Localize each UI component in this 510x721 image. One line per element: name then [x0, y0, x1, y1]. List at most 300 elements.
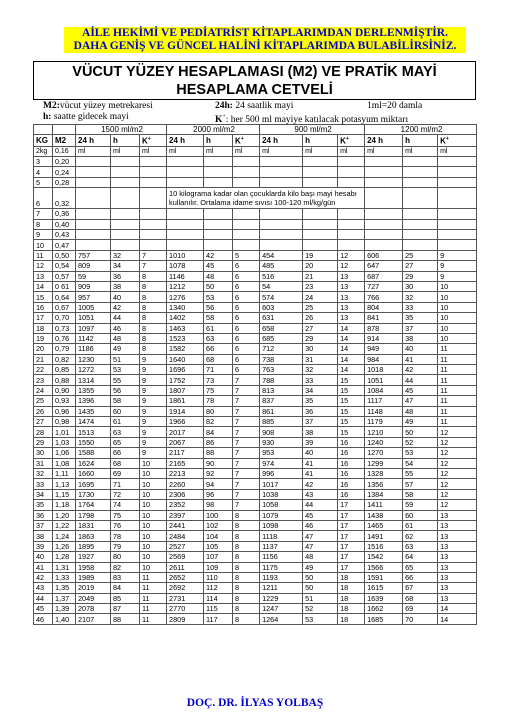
- table-cell: [111, 188, 140, 209]
- table-cell: 6: [233, 354, 260, 364]
- table-cell: 603: [260, 302, 303, 312]
- table-row: [34, 572, 477, 582]
- table-cell: 1863: [76, 531, 111, 541]
- table-cell: 953: [260, 448, 303, 458]
- table-cell: 31: [303, 354, 338, 364]
- table-row: [34, 188, 477, 209]
- table-row: [34, 313, 477, 323]
- table-cell: 2117: [167, 448, 204, 458]
- table-cell: 60: [403, 510, 438, 520]
- table-cell: 112: [204, 583, 233, 593]
- table-cell: 1831: [76, 520, 111, 530]
- table-cell: 10: [438, 281, 477, 291]
- table-cell: 82: [111, 562, 140, 572]
- table-cell: 13: [438, 531, 477, 541]
- table-cell: 2213: [167, 468, 204, 478]
- table-cell: 6: [233, 313, 260, 323]
- table-cell: 1,24: [53, 531, 76, 541]
- group-header: 1500 ml/m2: [76, 125, 167, 135]
- table-cell: 1142: [76, 333, 111, 343]
- table-cell: 1,33: [53, 572, 76, 582]
- table-row: [34, 250, 477, 260]
- table-cell: 43: [303, 489, 338, 499]
- table-cell: 9: [438, 261, 477, 271]
- table-cell: [76, 209, 111, 219]
- table-cell: 68: [111, 458, 140, 468]
- table-cell: 996: [260, 468, 303, 478]
- table-cell: 0,96: [53, 406, 76, 416]
- table-cell: 110: [204, 572, 233, 582]
- table-cell: 45: [34, 604, 53, 614]
- table-cell: 107: [204, 552, 233, 562]
- table-cell: 7: [140, 261, 167, 271]
- table-cell: [140, 157, 167, 167]
- table-cell: 105: [204, 541, 233, 551]
- table-cell: 18: [338, 593, 365, 603]
- table-cell: 0,85: [53, 365, 76, 375]
- table-cell: [403, 240, 438, 250]
- table-cell: 885: [260, 417, 303, 427]
- table-cell: 0,32: [53, 188, 76, 209]
- table-cell: 1566: [365, 562, 403, 572]
- table-cell: 10: [438, 333, 477, 343]
- table-cell: 1914: [167, 406, 204, 416]
- table-cell: 14: [338, 333, 365, 343]
- table-cell: 14: [338, 354, 365, 364]
- table-cell: [140, 135, 167, 147]
- table-cell: 13: [438, 572, 477, 582]
- table-cell: 92: [204, 468, 233, 478]
- table-cell: 27: [303, 323, 338, 333]
- table-cell: 8: [233, 572, 260, 582]
- table-cell: [338, 209, 365, 219]
- table-cell: 13: [338, 292, 365, 302]
- table-cell: 115: [204, 604, 233, 614]
- table-cell: 2107: [76, 614, 111, 624]
- table-cell: 84: [111, 583, 140, 593]
- table-cell: 6: [233, 261, 260, 271]
- table-cell: 6: [233, 281, 260, 291]
- table-cell: 96: [204, 489, 233, 499]
- table-cell: 24: [303, 292, 338, 302]
- table-cell: 12: [438, 437, 477, 447]
- table-cell: [365, 157, 403, 167]
- table-cell: 631: [260, 313, 303, 323]
- table-cell: [338, 230, 365, 240]
- table-cell: 32: [303, 365, 338, 375]
- table-row: [34, 333, 477, 343]
- table-cell: 69: [111, 468, 140, 478]
- table-cell: 8: [140, 344, 167, 354]
- table-cell: [438, 135, 477, 147]
- table-cell: 14: [338, 344, 365, 354]
- table-cell: 788: [260, 375, 303, 385]
- table-cell: 54: [260, 281, 303, 291]
- table-cell: 1474: [76, 417, 111, 427]
- table-cell: 1989: [76, 572, 111, 582]
- table-cell: 0,50: [53, 250, 76, 260]
- table-cell: 94: [204, 479, 233, 489]
- table-cell: [233, 157, 260, 167]
- k-plus: +: [147, 136, 151, 142]
- table-cell: 1435: [76, 406, 111, 416]
- table-cell: 0,67: [53, 302, 76, 312]
- table-cell: 1314: [76, 375, 111, 385]
- table-row: [34, 552, 477, 562]
- table-cell: 2652: [167, 572, 204, 582]
- group-header: 900 ml/m2: [260, 125, 365, 135]
- table-cell: 11: [140, 604, 167, 614]
- banner-line-1: AİLE HEKİMİ VE PEDİATRİST KİTAPLARIMDAN DERLENMİŞTİR.: [82, 27, 448, 39]
- table-cell: 9: [140, 448, 167, 458]
- table-cell: 28: [34, 427, 53, 437]
- group-header: 2000 ml/m2: [167, 125, 260, 135]
- table-cell: 7: [233, 448, 260, 458]
- table-cell: 53: [303, 614, 338, 624]
- table-cell: 2527: [167, 541, 204, 551]
- abbreviation-legend: [33, 100, 476, 124]
- table-cell: [204, 219, 233, 229]
- table-cell: 38: [34, 531, 53, 541]
- table-cell: 13: [438, 510, 477, 520]
- table-cell: 17: [338, 510, 365, 520]
- table-cell: 13: [338, 302, 365, 312]
- table-cell: 30: [403, 281, 438, 291]
- table-cell: 1582: [167, 344, 204, 354]
- table-cell: 1523: [167, 333, 204, 343]
- table-cell: [204, 177, 233, 187]
- table-cell: 63: [204, 333, 233, 343]
- table-cell: 20: [34, 344, 53, 354]
- table-cell: [76, 177, 111, 187]
- table-cell: 2165: [167, 458, 204, 468]
- table-cell: 1685: [365, 614, 403, 624]
- table-cell: ml: [204, 146, 233, 156]
- table-cell: 12: [438, 448, 477, 458]
- table-row: [34, 448, 477, 458]
- table-cell: 6: [233, 302, 260, 312]
- table-cell: 37: [403, 323, 438, 333]
- table-cell: 2kg: [34, 146, 53, 156]
- table-cell: 727: [365, 281, 403, 291]
- table-row: [34, 375, 477, 385]
- note-cell: 10 kilograma kadar olan çocuklarda kilo başı mayi hesabı kullanılır. Ortalama idame sıvısı 100-120 ml/kg/gün: [167, 188, 365, 209]
- table-cell: 44: [403, 375, 438, 385]
- table-cell: 41: [303, 468, 338, 478]
- table-cell: 14: [34, 281, 53, 291]
- table-cell: [303, 177, 338, 187]
- table-cell: 2770: [167, 604, 204, 614]
- table-cell: 9: [140, 427, 167, 437]
- legend-k: K+: her 500 ml mayiye katılacak potasyum miktarı: [215, 114, 409, 126]
- table-cell: 7: [233, 458, 260, 468]
- table-cell: 647: [365, 261, 403, 271]
- table-cell: [338, 219, 365, 229]
- table-cell: [233, 209, 260, 219]
- table-cell: 1402: [167, 313, 204, 323]
- table-cell: 1,40: [53, 614, 76, 624]
- table-cell: 38: [111, 281, 140, 291]
- table-cell: 1542: [365, 552, 403, 562]
- table-cell: 1118: [260, 531, 303, 541]
- table-cell: 82: [204, 417, 233, 427]
- table-cell: 24 h: [365, 135, 403, 147]
- table-cell: 10: [34, 240, 53, 250]
- table-cell: 2397: [167, 510, 204, 520]
- table-cell: [338, 157, 365, 167]
- table-cell: 29: [34, 437, 53, 447]
- table-cell: [438, 209, 477, 219]
- table-cell: [167, 240, 204, 250]
- table-cell: 1966: [167, 417, 204, 427]
- table-cell: 2049: [76, 593, 111, 603]
- table-cell: KG: [34, 135, 53, 147]
- table-cell: 48: [403, 406, 438, 416]
- table-cell: 44: [34, 593, 53, 603]
- table-cell: [233, 219, 260, 229]
- table-cell: 61: [111, 417, 140, 427]
- table-cell: 984: [365, 354, 403, 364]
- table-cell: 837: [260, 396, 303, 406]
- table-cell: ml: [303, 146, 338, 156]
- table-cell: 98: [204, 500, 233, 510]
- table-cell: M2: [53, 135, 76, 147]
- table-cell: 712: [260, 344, 303, 354]
- table-cell: 32: [111, 250, 140, 260]
- table-cell: 49: [303, 562, 338, 572]
- table-cell: 1355: [76, 385, 111, 395]
- table-cell: 17: [338, 500, 365, 510]
- table-cell: 12: [34, 261, 53, 271]
- table-cell: 66: [111, 448, 140, 458]
- table-cell: 100: [204, 510, 233, 520]
- table-cell: 24 h: [260, 135, 303, 147]
- table-row: [34, 302, 477, 312]
- table-cell: 24 h: [167, 135, 204, 147]
- table-cell: 1193: [260, 572, 303, 582]
- table-cell: 454: [260, 250, 303, 260]
- table-cell: 54: [403, 458, 438, 468]
- table-cell: [167, 230, 204, 240]
- table-cell: 9: [140, 365, 167, 375]
- table-row: [34, 489, 477, 499]
- table-row: [34, 396, 477, 406]
- table-cell: 80: [204, 406, 233, 416]
- table-cell: 65: [403, 562, 438, 572]
- table-cell: 41: [403, 354, 438, 364]
- table-cell: 22: [34, 365, 53, 375]
- table-cell: 7: [233, 375, 260, 385]
- table-cell: 1264: [260, 614, 303, 624]
- table-cell: 6: [34, 188, 53, 209]
- table-cell: 16: [338, 448, 365, 458]
- table-cell: 0,82: [53, 354, 76, 364]
- table-cell: 1798: [76, 510, 111, 520]
- table-cell: [260, 177, 303, 187]
- table-cell: 13: [438, 593, 477, 603]
- table-cell: 46: [111, 323, 140, 333]
- table-cell: 18: [338, 614, 365, 624]
- table-cell: 1491: [365, 531, 403, 541]
- table-cell: 68: [204, 354, 233, 364]
- table-cell: 1186: [76, 344, 111, 354]
- table-cell: 14: [338, 365, 365, 375]
- table-cell: 1098: [260, 520, 303, 530]
- table-cell: 0,64: [53, 292, 76, 302]
- table-cell: 52: [303, 604, 338, 614]
- table-cell: 44: [111, 313, 140, 323]
- table-row: [34, 583, 477, 593]
- table-cell: 1229: [260, 593, 303, 603]
- table-cell: 43: [34, 583, 53, 593]
- table-cell: 25: [403, 250, 438, 260]
- table-cell: 7: [233, 417, 260, 427]
- legend-m2: M2:vücut yüzey metrekaresi: [43, 101, 153, 111]
- table-cell: 16: [338, 458, 365, 468]
- info-banner: [64, 27, 466, 53]
- table-cell: 50: [303, 572, 338, 582]
- table-cell: 45: [303, 510, 338, 520]
- table-row: [34, 292, 477, 302]
- table-cell: 30: [34, 448, 53, 458]
- table-cell: 10: [140, 458, 167, 468]
- table-cell: 70: [403, 614, 438, 624]
- table-cell: [167, 209, 204, 219]
- table-cell: 53: [204, 292, 233, 302]
- table-cell: [303, 167, 338, 177]
- table-cell: 36: [303, 406, 338, 416]
- table-cell: 2809: [167, 614, 204, 624]
- table-cell: 23: [303, 281, 338, 291]
- table-cell: [204, 230, 233, 240]
- table-cell: ml: [111, 146, 140, 156]
- table-cell: 1513: [76, 427, 111, 437]
- table-cell: 516: [260, 271, 303, 281]
- table-cell: 12: [338, 250, 365, 260]
- table-cell: 42: [303, 479, 338, 489]
- table-cell: [76, 240, 111, 250]
- table-cell: 0,43: [53, 230, 76, 240]
- table-cell: 1615: [365, 583, 403, 593]
- table-cell: 1175: [260, 562, 303, 572]
- table-cell: [140, 219, 167, 229]
- table-cell: 14: [438, 614, 477, 624]
- table-cell: 47: [303, 531, 338, 541]
- table-cell: 1038: [260, 489, 303, 499]
- table-cell: 2484: [167, 531, 204, 541]
- table-cell: 1,26: [53, 541, 76, 551]
- table-cell: 1010: [167, 250, 204, 260]
- table-cell: [167, 219, 204, 229]
- table-cell: 59: [76, 271, 111, 281]
- table-cell: 74: [111, 500, 140, 510]
- table-cell: 11: [140, 593, 167, 603]
- table-cell: [365, 219, 403, 229]
- table-cell: 66: [403, 572, 438, 582]
- table-cell: 19: [303, 250, 338, 260]
- table-cell: 49: [111, 344, 140, 354]
- table-cell: 8: [140, 271, 167, 281]
- table-cell: 12: [438, 427, 477, 437]
- table-cell: 8: [233, 531, 260, 541]
- table-cell: [365, 177, 403, 187]
- table-cell: 7: [233, 427, 260, 437]
- table-cell: 0,16: [53, 146, 76, 156]
- table-row: [34, 209, 477, 219]
- table-cell: 66: [204, 344, 233, 354]
- table-cell: [260, 219, 303, 229]
- table-cell: [303, 240, 338, 250]
- table-cell: 88: [204, 448, 233, 458]
- table-cell: 1,22: [53, 520, 76, 530]
- table-cell: 16: [338, 489, 365, 499]
- table-cell: 1156: [260, 552, 303, 562]
- table-cell: 1051: [365, 375, 403, 385]
- group-header: 1200 ml/m2: [365, 125, 477, 135]
- table-cell: 841: [365, 313, 403, 323]
- table-cell: 78: [204, 396, 233, 406]
- table-cell: 24: [34, 385, 53, 395]
- table-cell: h: [111, 135, 140, 147]
- table-cell: 46: [303, 520, 338, 530]
- table-cell: [403, 157, 438, 167]
- table-cell: 75: [204, 385, 233, 395]
- table-cell: 86: [204, 437, 233, 447]
- table-cell: 1695: [76, 479, 111, 489]
- table-cell: 14: [338, 323, 365, 333]
- table-cell: 41: [303, 458, 338, 468]
- table-cell: ml: [76, 146, 111, 156]
- table-cell: 13: [438, 583, 477, 593]
- table-cell: 90: [204, 458, 233, 468]
- table-cell: 0,20: [53, 157, 76, 167]
- table-cell: 48: [303, 552, 338, 562]
- table-row: [34, 437, 477, 447]
- table-cell: 56: [111, 385, 140, 395]
- table-cell: 1861: [167, 396, 204, 406]
- table-cell: 13: [438, 520, 477, 530]
- table-cell: 3: [34, 157, 53, 167]
- table-row: [34, 593, 477, 603]
- table-cell: [365, 167, 403, 177]
- k-label: K: [235, 136, 241, 146]
- table-cell: 84: [204, 427, 233, 437]
- table-cell: 7: [34, 209, 53, 219]
- table-cell: [438, 240, 477, 250]
- table-row: [34, 562, 477, 572]
- table-cell: 1005: [76, 302, 111, 312]
- table-cell: 1,18: [53, 500, 76, 510]
- table-cell: 1276: [167, 292, 204, 302]
- table-cell: 1895: [76, 541, 111, 551]
- table-cell: 44: [303, 500, 338, 510]
- table-cell: 1210: [365, 427, 403, 437]
- table-cell: 68: [403, 593, 438, 603]
- table-cell: 27: [34, 417, 53, 427]
- table-cell: 13: [338, 281, 365, 291]
- table-cell: 39: [34, 541, 53, 551]
- table-cell: 1356: [365, 479, 403, 489]
- table-cell: 4: [34, 167, 53, 177]
- table-cell: ml: [365, 146, 403, 156]
- table-cell: 37: [303, 417, 338, 427]
- table-cell: 36: [34, 510, 53, 520]
- table-cell: 1,15: [53, 489, 76, 499]
- table-cell: 16: [338, 468, 365, 478]
- table-cell: 9: [140, 354, 167, 364]
- table-cell: 2306: [167, 489, 204, 499]
- author-footer: DOÇ. DR. İLYAS YOLBAŞ: [186, 697, 324, 709]
